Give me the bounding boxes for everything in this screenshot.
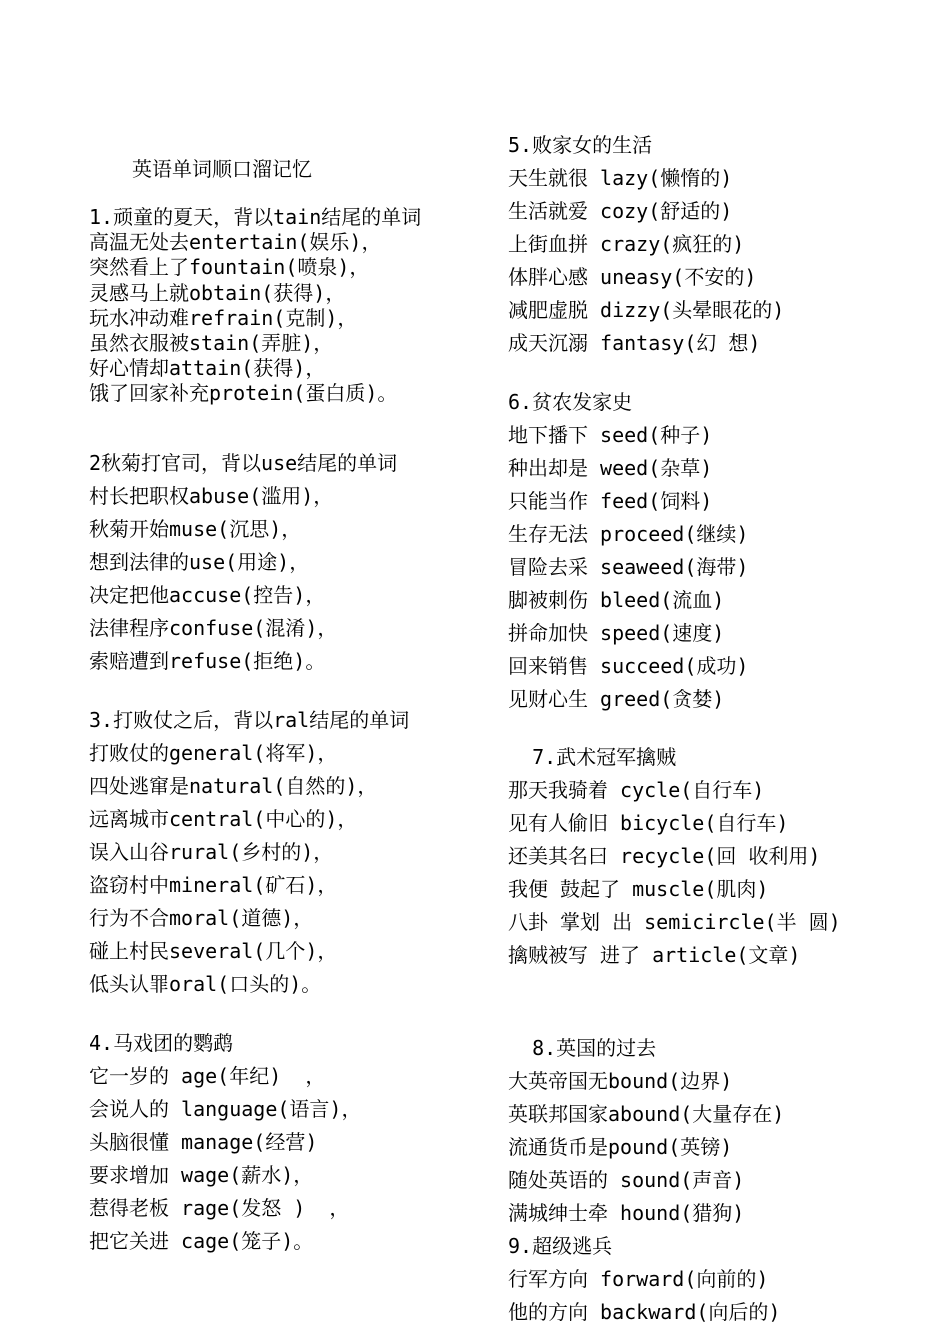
rhyme-line: 玩水冲动难refrain(克制)， — [89, 305, 358, 330]
section-heading: 6.贫农发家史 — [508, 390, 633, 414]
rhyme-line: 远离城市central(中心的)， — [89, 806, 358, 831]
section-heading: 8.英国的过去 — [508, 1036, 657, 1060]
rhyme-line: 地下播下 seed(种子) — [508, 423, 713, 447]
rhyme-line: 生存无法 proceed(继续) — [508, 522, 749, 546]
rhyme-line: 只能当作 feed(饲料) — [508, 489, 713, 513]
right-column — [508, 129, 948, 1329]
section-2 — [89, 447, 489, 678]
rhyme-line: 索赔遭到refuse(拒绝)。 — [89, 648, 326, 673]
rhyme-line: 拼命加快 speed(速度) — [508, 621, 725, 645]
rhyme-line: 误入山谷rural(乡村的)， — [89, 839, 334, 864]
rhyme-line: 要求增加 wage(薪水)， — [89, 1162, 314, 1187]
section-6 — [508, 386, 948, 716]
rhyme-line: 想到法律的use(用途)， — [89, 549, 310, 574]
rhyme-line: 法律程序confuse(混淆)， — [89, 615, 338, 640]
rhyme-line: 种出却是 weed(杂草) — [508, 456, 713, 480]
section-heading: 5.败家女的生活 — [508, 133, 653, 157]
page-title: 英语单词顺口溜记忆 — [132, 157, 312, 181]
section-heading: 7.武术冠军擒贼 — [508, 745, 677, 769]
rhyme-line: 随处英语的 sound(声音) — [508, 1168, 745, 1192]
rhyme-line: 低头认罪oral(口头的)。 — [89, 971, 322, 996]
rhyme-line: 高温无处去entertain(娱乐)， — [89, 230, 382, 255]
rhyme-line: 见有人偷旧 bicycle(自行车) — [508, 811, 789, 835]
section-5 — [508, 129, 948, 360]
rhyme-line: 会说人的 language(语言)， — [89, 1096, 362, 1121]
section-heading: 2秋菊打官司，背以use结尾的单词 — [89, 450, 398, 475]
rhyme-line: 还美其名曰 recycle(回 收利用) — [508, 844, 821, 868]
rhyme-line: 流通货币是pound(英镑) — [508, 1135, 733, 1159]
left-column — [89, 205, 489, 1258]
rhyme-line: 上街血拼 crazy(疯狂的) — [508, 232, 745, 256]
section-7 — [508, 741, 948, 972]
rhyme-line: 饿了回家补充protein(蛋白质)。 — [89, 381, 398, 406]
rhyme-line: 决定把他accuse(控告)， — [89, 582, 326, 607]
rhyme-line: 行为不合moral(道德)， — [89, 905, 314, 930]
rhyme-line: 减肥虚脱 dizzy(头晕眼花的) — [508, 298, 785, 322]
rhyme-line: 冒险去采 seaweed(海带) — [508, 555, 749, 579]
section-8 — [508, 1032, 948, 1230]
rhyme-line: 灵感马上就obtain(获得)， — [89, 280, 346, 305]
rhyme-line: 英联邦国家abound(大量存在) — [508, 1102, 785, 1126]
section-heading: 4.马戏团的鹦鹉 — [89, 1030, 234, 1055]
rhyme-line: 脚被刺伤 bleed(流血) — [508, 588, 725, 612]
section-4 — [89, 1027, 489, 1258]
rhyme-line: 打败仗的general(将军)， — [89, 740, 338, 765]
rhyme-line: 天生就很 lazy(懒惰的) — [508, 166, 733, 190]
rhyme-line: 体胖心感 uneasy(不安的) — [508, 265, 757, 289]
rhyme-line: 秋菊开始muse(沉思)， — [89, 516, 302, 541]
section-1 — [89, 205, 489, 407]
section-9 — [508, 1230, 948, 1329]
section-heading: 9.超级逃兵 — [508, 1234, 613, 1258]
rhyme-line: 它一岁的 age(年纪) ， — [89, 1063, 326, 1088]
rhyme-line: 见财心生 greed(贪婪) — [508, 687, 725, 711]
rhyme-line: 村长把职权abuse(滥用)， — [89, 483, 334, 508]
rhyme-line: 虽然衣服被stain(弄脏)， — [89, 330, 334, 355]
rhyme-line: 我便 鼓起了 muscle(肌肉) — [508, 877, 769, 901]
section-heading: 1.顽童的夏天，背以tain结尾的单词 — [89, 205, 422, 229]
rhyme-line: 回来销售 succeed(成功) — [508, 654, 749, 678]
rhyme-line: 他的方向 backward(向后的) — [508, 1300, 781, 1324]
rhyme-line: 大英帝国无bound(边界) — [508, 1069, 733, 1093]
rhyme-line: 成天沉溺 fantasy(幻 想) — [508, 331, 761, 355]
rhyme-line: 八卦 掌划 出 semicircle(半 圆) — [508, 910, 841, 934]
rhyme-line: 头脑很懂 manage(经营) — [89, 1129, 318, 1154]
rhyme-line: 行军方向 forward(向前的) — [508, 1267, 769, 1291]
section-3 — [89, 704, 489, 1001]
rhyme-line: 碰上村民several(几个)， — [89, 938, 338, 963]
rhyme-line: 那天我骑着 cycle(自行车) — [508, 778, 765, 802]
rhyme-line: 盗窃村中mineral(矿石)， — [89, 872, 338, 897]
rhyme-line: 四处逃窜是natural(自然的)， — [89, 773, 378, 798]
section-heading: 3.打败仗之后，背以ral结尾的单词 — [89, 707, 410, 732]
rhyme-line: 把它关进 cage(笼子)。 — [89, 1228, 314, 1253]
rhyme-line: 惹得老板 rage(发怒 ) ， — [89, 1195, 350, 1220]
rhyme-line: 生活就爱 cozy(舒适的) — [508, 199, 733, 223]
rhyme-line: 好心情却attain(获得)， — [89, 356, 326, 381]
rhyme-line: 擒贼被写 进了 article(文章) — [508, 943, 801, 967]
rhyme-line: 满城绅士牵 hound(猎狗) — [508, 1201, 745, 1225]
rhyme-line: 突然看上了fountain(喷泉)， — [89, 255, 370, 280]
